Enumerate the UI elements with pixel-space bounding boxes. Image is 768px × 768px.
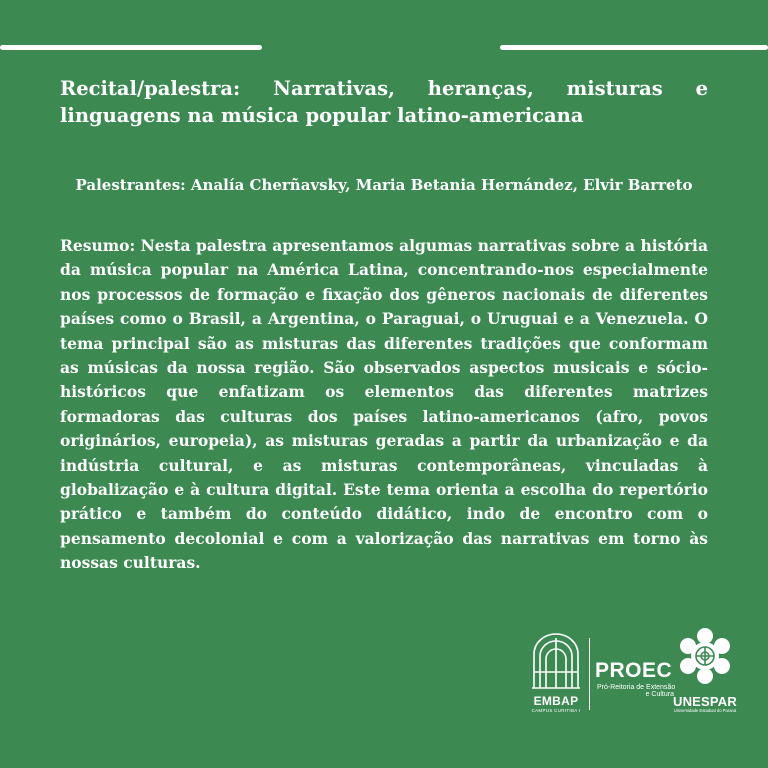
proec-subtitle-line1: Pró-Reitoria de Extensão [597, 684, 676, 691]
embap-name: EMBAP [533, 694, 579, 708]
logo-strip [523, 628, 743, 716]
speakers-line: Palestrantes: Analía Cherñavsky, Maria Betania Hernández, Elvir Barreto [75, 176, 693, 194]
embap-icon [530, 632, 582, 690]
top-left-rule [0, 45, 262, 50]
summary-paragraph: Resumo: Nesta palestra apresentamos algumas narrativas sobre a história da música popular na América Latina, concentrando-nos especialmente nos processos de formação e fixação dos gêneros nacionais de diferentes países como o Brasil, a Argentina, o Paraguai, o Uruguai e a Venezuela. O tema principal são as misturas das diferentes tradições que conformam as músicas da nossa região. São observados aspectos musicais e sócio-históricos que enfatizam os elementos das diferentes matrizes formadoras das culturas dos países latino-americanos (afro, povos originários, europeia), as misturas geradas a partir da urbanização e da indústria cultural, e as misturas contemporâneas, vinculadas à globalização e à cultura digital. Este tema orienta a escolha do repertório prático e também do conteúdo didático, indo de encontro com o pensamento decolonial e com a valorização das narrativas em torno às nossas culturas. [60, 236, 708, 573]
embap-logo [525, 632, 587, 712]
top-right-rule [500, 45, 768, 50]
event-title: Recital/palestra: Narrativas, heranças, misturas e linguagens na música popular latino-americana [60, 77, 708, 127]
unespar-emblem-icon [679, 628, 731, 684]
embap-subtitle: CAMPUS CURITIBA I [531, 708, 581, 713]
proec-name: PROEC [595, 659, 673, 682]
unespar-name: UNESPAR [672, 694, 737, 709]
logo-divider [589, 638, 590, 710]
proec-subtitle-line2: e Cultura [645, 691, 674, 698]
unespar-subtitle: Universidade Estadual do Paraná [673, 708, 737, 713]
